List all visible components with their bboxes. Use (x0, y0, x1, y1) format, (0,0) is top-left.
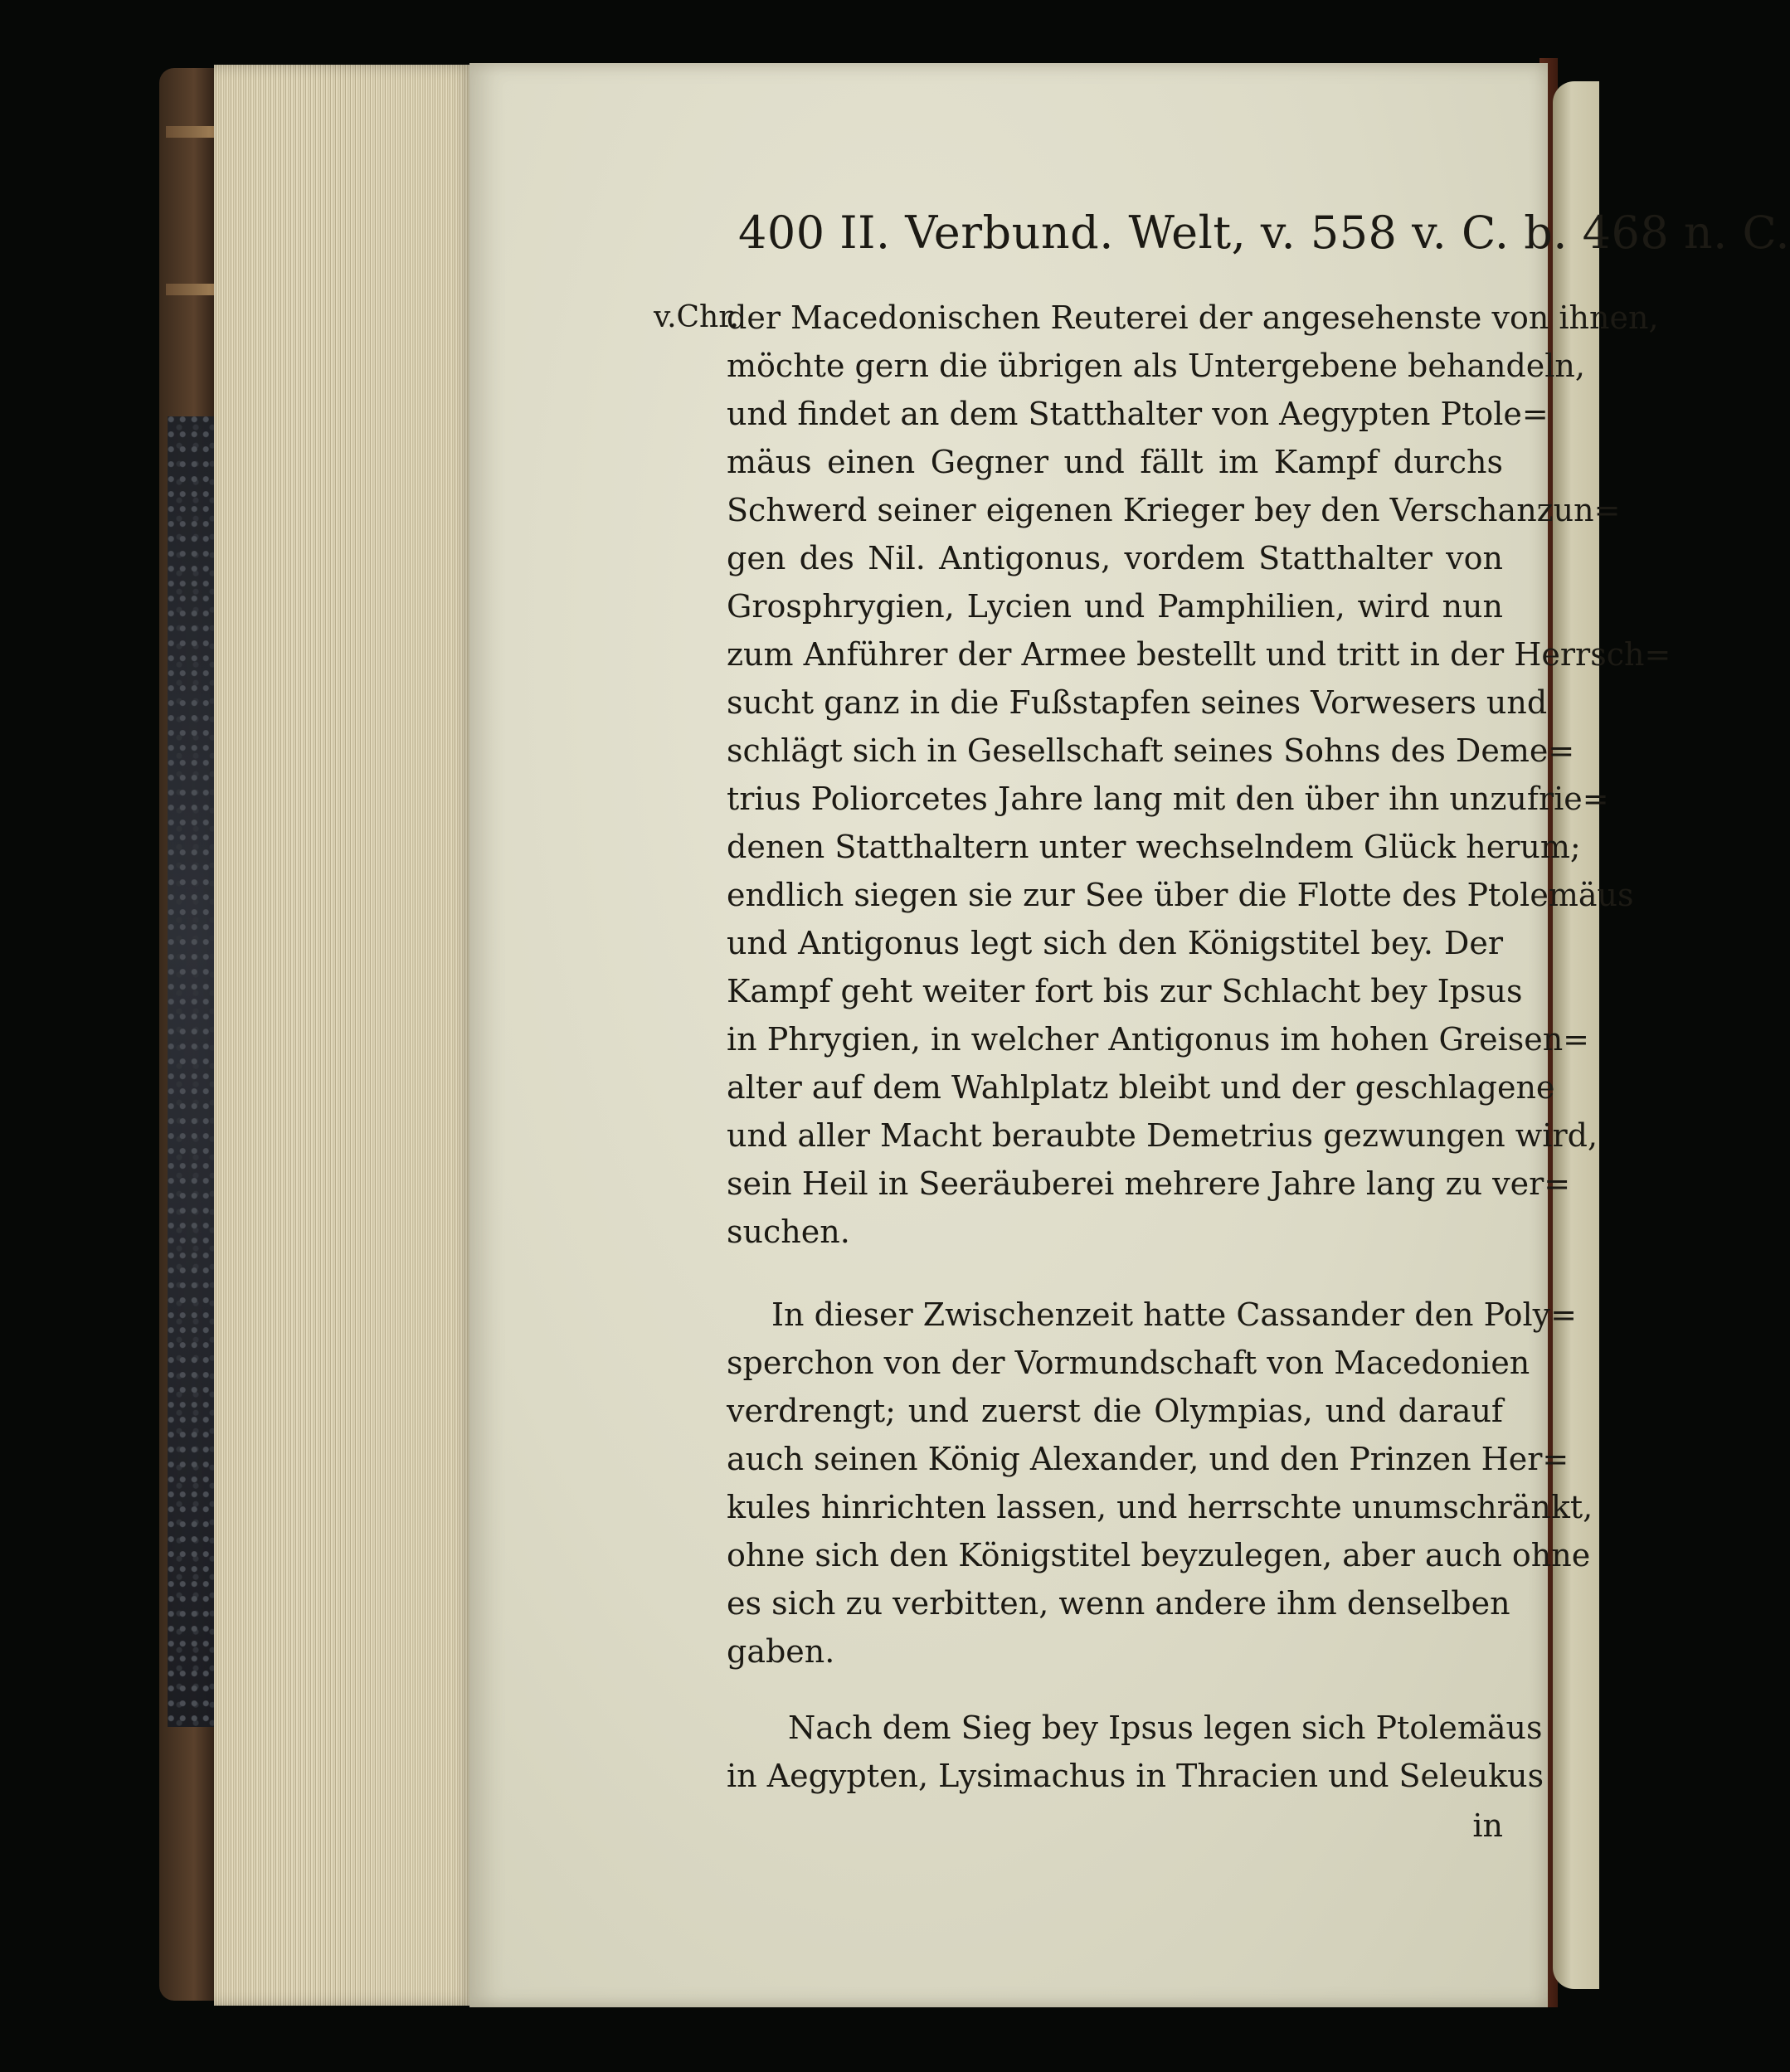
text-line: und aller Macht beraubte Demetrius gezwungen wird, (727, 1117, 1598, 1154)
text-line: gaben. (727, 1633, 835, 1670)
text-line: In dieser Zwischenzeit hatte Cassander den Poly= (771, 1296, 1577, 1333)
catchword: in (1472, 1807, 1503, 1844)
text-line: es sich zu verbitten, wenn andere ihm denselben (727, 1585, 1510, 1622)
text-line: in Aegypten, Lysimachus in Thracien und Seleukus (727, 1758, 1544, 1794)
text-line: kules hinrichten lassen, und herrschte unumschränkt, (727, 1489, 1593, 1525)
text-line: trius Poliorcetes Jahre lang mit den über ihn unzufrie= (727, 781, 1609, 817)
text-line: sucht ganz in die Fußstapfen seines Vorwesers und (727, 684, 1548, 721)
text-line: in Phrygien, in welcher Antigonus im hohen Greisen= (727, 1021, 1590, 1058)
text-line: möchte gern die übrigen als Untergebene behandeln, (727, 348, 1585, 384)
margin-note: v.Chr. (654, 300, 739, 334)
text-line: endlich siegen sie zur See über die Flotte des Ptolemäus (727, 877, 1634, 913)
text-line: ohne sich den Königstitel beyzulegen, aber auch ohne (727, 1537, 1591, 1573)
text-line: der Macedonischen Reuterei der angesehenste von ihnen, (727, 299, 1659, 336)
running-header: 400 II. Verbund. Welt, v. 558 v. C. b. 468 n. C. (738, 207, 1790, 259)
text-line: und Antigonus legt sich den Königstitel bey. Der (727, 925, 1503, 961)
text-line: alter auf dem Wahlplatz bleibt und der geschlagene (727, 1069, 1555, 1106)
text-line: verdrengt; und zuerst die Olympias, und darauf (727, 1393, 1503, 1429)
text-line: sein Heil in Seeräuberei mehrere Jahre lang zu ver= (727, 1165, 1571, 1202)
text-line: zum Anführer der Armee bestellt und tritt in der Herrsch= (727, 636, 1671, 673)
text-line: schlägt sich in Gesellschaft seines Sohns des Deme= (727, 732, 1575, 769)
text-line: denen Statthaltern unter wechselndem Glück herum; (727, 829, 1581, 865)
text-line: Kampf geht weiter fort bis zur Schlacht bey Ipsus (727, 973, 1523, 1009)
text-line: Schwerd seiner eigenen Krieger bey den Verschanzun= (727, 492, 1621, 528)
text-line: gen des Nil. Antigonus, vordem Statthalter von (727, 540, 1503, 576)
text-line: Grosphrygien, Lycien und Pamphilien, wird nun (727, 588, 1503, 625)
text-line: mäus einen Gegner und fällt im Kampf durchs (727, 444, 1503, 480)
text-line: und findet an dem Statthalter von Aegypten Ptole= (727, 396, 1549, 432)
text-line: Nach dem Sieg bey Ipsus legen sich Ptolemäus (788, 1710, 1543, 1746)
text-line: suchen. (727, 1214, 850, 1250)
text-line: auch seinen König Alexander, und den Prinzen Her= (727, 1441, 1569, 1477)
text-line: sperchon von der Vormundschaft von Macedonien (727, 1345, 1530, 1381)
